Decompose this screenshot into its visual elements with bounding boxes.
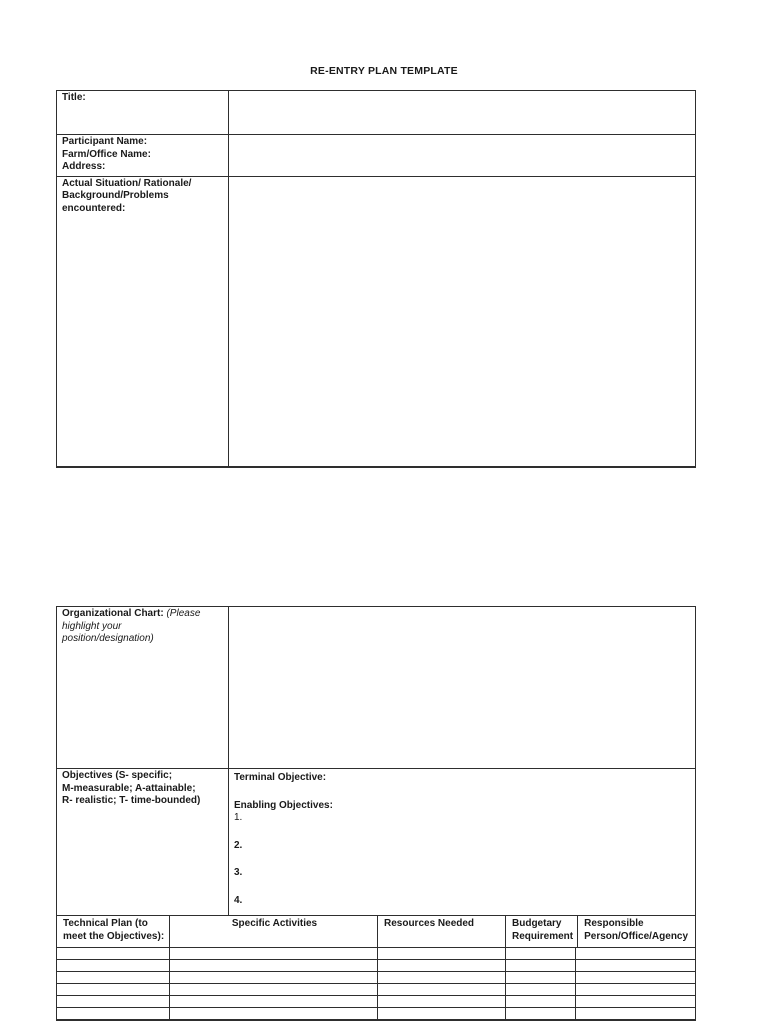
empty-cell-budgetary-requirement	[506, 960, 576, 971]
terminal-objective-label: Terminal Objective:	[234, 772, 327, 783]
empty-cell-responsible-person	[576, 984, 695, 995]
top-form-table	[56, 90, 696, 468]
org-chart-italic-part2: highlight your	[62, 620, 122, 632]
empty-cell-budgetary-requirement	[506, 948, 576, 959]
empty-cell-budgetary-requirement	[506, 996, 576, 1007]
participant-input-cell	[229, 135, 695, 176]
column-header-responsible-person: Responsible Person/Office/Agency	[584, 918, 689, 942]
empty-rows	[57, 948, 695, 1019]
table-row	[57, 972, 695, 984]
participant-label	[57, 135, 229, 176]
empty-cell-budgetary-requirement	[506, 972, 576, 983]
table-row	[57, 948, 695, 960]
address-label: Address:	[62, 161, 106, 172]
technical-plan-header-row	[57, 916, 695, 948]
empty-cell-resources-needed	[378, 972, 506, 983]
empty-cell-resources-needed	[378, 984, 506, 995]
situation-label-line3: encountered:	[62, 202, 126, 214]
empty-cell-specific-activities	[170, 948, 378, 959]
technical-plan-label	[57, 916, 170, 947]
table-row	[57, 984, 695, 996]
table-row	[57, 960, 695, 972]
participant-row	[57, 135, 695, 177]
enabling-objective-1: 1.	[234, 812, 243, 823]
objectives-input-cell	[229, 769, 695, 915]
situation-label-line2: Background/Problems	[62, 190, 169, 201]
empty-cell-resources-needed	[378, 1008, 506, 1019]
column-header-resources-needed: Resources Needed	[378, 916, 506, 947]
participant-name-label: Participant Name:	[62, 136, 148, 147]
technical-plan-label-line1: Technical Plan (to	[63, 918, 148, 929]
empty-cell-technical-plan	[57, 996, 170, 1007]
title-input-cell	[229, 91, 695, 134]
org-chart-label	[57, 607, 229, 768]
situation-input-cell	[229, 177, 695, 467]
enabling-objective-4: 4.	[234, 894, 243, 906]
objectives-row	[57, 769, 695, 916]
empty-cell-technical-plan	[57, 960, 170, 971]
table-row	[57, 1008, 695, 1019]
objectives-label-line2: M-measurable; A-attainable;	[62, 782, 196, 794]
objectives-label-line3: R- realistic; T- time-bounded)	[62, 795, 201, 806]
objectives-label-line1: Objectives (S- specific;	[62, 770, 173, 781]
empty-cell-budgetary-requirement	[506, 984, 576, 995]
empty-cell-technical-plan	[57, 972, 170, 983]
org-chart-italic-part1: (Please	[166, 608, 201, 619]
empty-cell-technical-plan	[57, 948, 170, 959]
page-title: RE-ENTRY PLAN TEMPLATE	[310, 65, 458, 77]
situation-label	[57, 177, 229, 467]
table-row	[57, 996, 695, 1008]
empty-cell-responsible-person	[576, 972, 695, 983]
situation-label-line1: Actual Situation/ Rationale/	[62, 177, 192, 189]
empty-cell-responsible-person	[576, 948, 695, 959]
farm-office-name-label: Farm/Office Name:	[62, 148, 151, 160]
empty-cell-resources-needed	[378, 948, 506, 959]
empty-cell-responsible-person	[576, 996, 695, 1007]
empty-cell-responsible-person	[576, 1008, 695, 1019]
column-header-budgetary-requirement: Budgetary Requirement	[506, 916, 578, 947]
empty-cell-resources-needed	[378, 996, 506, 1007]
org-chart-bold-label: Organizational Chart:	[62, 608, 164, 619]
enabling-objective-3: 3.	[234, 867, 243, 878]
org-chart-italic-part3: position/designation)	[62, 633, 154, 644]
objectives-label	[57, 769, 229, 915]
bottom-form-table	[56, 606, 696, 1021]
enabling-objectives-label: Enabling Objectives:	[234, 799, 333, 811]
org-chart-input-cell	[229, 607, 695, 768]
org-chart-row	[57, 607, 695, 769]
empty-cell-responsible-person	[576, 960, 695, 971]
title-row	[57, 91, 695, 135]
empty-cell-specific-activities	[170, 996, 378, 1007]
empty-cell-specific-activities	[170, 972, 378, 983]
empty-cell-specific-activities	[170, 960, 378, 971]
empty-cell-technical-plan	[57, 1008, 170, 1019]
org-chart-label-line1	[62, 608, 224, 621]
technical-plan-label-line2: meet the Objectives):	[63, 930, 165, 942]
column-header-specific-activities: Specific Activities	[170, 916, 378, 947]
empty-cell-budgetary-requirement	[506, 1008, 576, 1019]
enabling-objective-2: 2.	[234, 839, 243, 851]
empty-cell-technical-plan	[57, 984, 170, 995]
situation-row	[57, 177, 695, 467]
title-label: Title:	[57, 91, 229, 134]
empty-cell-specific-activities	[170, 984, 378, 995]
empty-cell-specific-activities	[170, 1008, 378, 1019]
empty-cell-resources-needed	[378, 960, 506, 971]
